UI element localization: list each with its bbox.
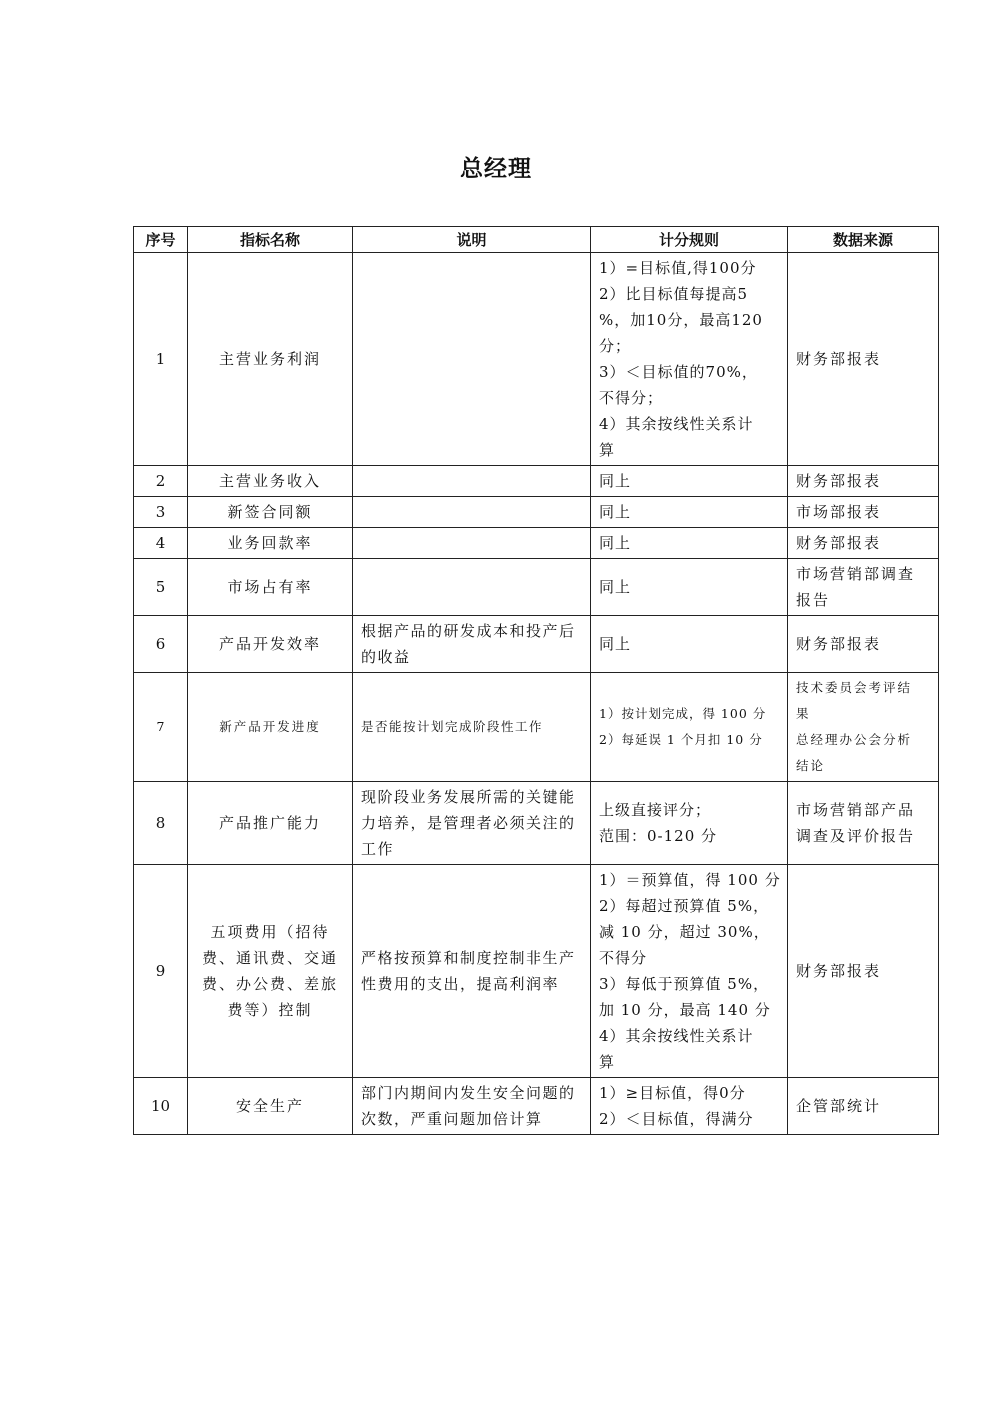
metric-description <box>353 559 591 616</box>
table-row <box>134 559 939 616</box>
row-number: 8 <box>134 782 188 865</box>
metric-description: 根据产品的研发成本和投产后的收益 <box>353 616 591 673</box>
data-source <box>788 466 939 497</box>
scoring-rule <box>591 253 788 466</box>
data-source-line: 技术委员会考评结 <box>796 680 913 695</box>
data-source <box>788 616 939 673</box>
data-source-line: 企管部统计 <box>796 1097 882 1115</box>
scoring-rule <box>591 528 788 559</box>
scoring-rule-line: 3）每低于预算值 5%， <box>599 975 770 993</box>
scoring-rule <box>591 616 788 673</box>
data-source <box>788 559 939 616</box>
scoring-rule-line: 减 10 分，超过 30%， <box>599 923 770 941</box>
data-source-line: 调查及评价报告 <box>796 827 916 845</box>
scoring-rule-line: 同上 <box>599 472 632 490</box>
data-source <box>788 497 939 528</box>
data-source-line: 市场营销部产品 <box>796 801 916 819</box>
page-title: 总经理 <box>460 156 532 182</box>
scoring-rule-line: 1）=目标值,得100分 <box>599 259 757 277</box>
metric-name: 业务回款率 <box>188 528 353 559</box>
scoring-rule-line: 1）＝预算值，得 100 分 <box>599 871 781 889</box>
scoring-rule-line: 加 10 分，最高 140 分 <box>599 1001 771 1019</box>
data-source <box>788 673 939 782</box>
data-source-line: 财务部报表 <box>796 534 882 552</box>
scoring-rule <box>591 497 788 528</box>
header-num: 序号 <box>134 227 188 253</box>
header-desc: 说明 <box>353 227 591 253</box>
data-source-line: 财务部报表 <box>796 350 882 368</box>
data-source-line: 市场部报表 <box>796 503 882 521</box>
kpi-table <box>133 226 939 1135</box>
header-name: 指标名称 <box>188 227 353 253</box>
data-source-line: 报告 <box>796 591 831 609</box>
data-source <box>788 528 939 559</box>
metric-name: 新签合同额 <box>188 497 353 528</box>
table-row <box>134 1078 939 1135</box>
table-row <box>134 253 939 466</box>
data-source-line: 市场营销部调查 <box>796 565 916 583</box>
table-row <box>134 528 939 559</box>
data-source <box>788 782 939 865</box>
metric-description: 现阶段业务发展所需的关键能力培养，是管理者必须关注的工作 <box>353 782 591 865</box>
metric-name: 市场占有率 <box>188 559 353 616</box>
metric-description <box>353 497 591 528</box>
row-number: 2 <box>134 466 188 497</box>
scoring-rule <box>591 559 788 616</box>
metric-name: 产品推广能力 <box>188 782 353 865</box>
data-source-line: 财务部报表 <box>796 635 882 653</box>
metric-description <box>353 528 591 559</box>
scoring-rule-line: 分； <box>599 337 632 355</box>
metric-name: 主营业务利润 <box>188 253 353 466</box>
scoring-rule-line: 2）比目标值每提高5 <box>599 285 749 303</box>
row-number: 6 <box>134 616 188 673</box>
scoring-rule-line: 不得分 <box>599 949 648 967</box>
scoring-rule-line: 1）≥目标值，得0分 <box>599 1084 746 1102</box>
metric-description: 严格按预算和制度控制非生产性费用的支出，提高利润率 <box>353 865 591 1078</box>
scoring-rule-line: 算 <box>599 1053 616 1071</box>
scoring-rule <box>591 865 788 1078</box>
data-source-line: 果 <box>796 706 811 721</box>
row-number: 5 <box>134 559 188 616</box>
scoring-rule-line: 3）＜目标值的70%， <box>599 363 758 381</box>
metric-name: 五项费用（招待费、通讯费、交通费、办公费、差旅费等）控制 <box>188 865 353 1078</box>
scoring-rule-line: 4）其余按线性关系计 <box>599 415 754 433</box>
row-number: 7 <box>134 673 188 782</box>
data-source-line: 结论 <box>796 758 826 773</box>
scoring-rule-line: 同上 <box>599 534 632 552</box>
scoring-rule-line: 不得分； <box>599 389 664 407</box>
scoring-rule-line: 同上 <box>599 578 632 596</box>
metric-description <box>353 253 591 466</box>
metric-name: 产品开发效率 <box>188 616 353 673</box>
row-number: 1 <box>134 253 188 466</box>
scoring-rule-line: 上级直接评分； <box>599 801 712 819</box>
row-number: 3 <box>134 497 188 528</box>
scoring-rule-line: %，加10分，最高120 <box>599 311 763 329</box>
scoring-rule-line: 2）＜目标值，得满分 <box>599 1110 754 1128</box>
metric-name: 主营业务收入 <box>188 466 353 497</box>
scoring-rule-line: 1）按计划完成，得 100 分 <box>599 706 767 721</box>
metric-name: 新产品开发进度 <box>188 673 353 782</box>
row-number: 4 <box>134 528 188 559</box>
table-row <box>134 466 939 497</box>
row-number: 10 <box>134 1078 188 1135</box>
header-source: 数据来源 <box>788 227 939 253</box>
table-row <box>134 782 939 865</box>
table-row <box>134 865 939 1078</box>
scoring-rule-line: 4）其余按线性关系计 <box>599 1027 754 1045</box>
data-source <box>788 253 939 466</box>
data-source <box>788 1078 939 1135</box>
scoring-rule-line: 2）每超过预算值 5%， <box>599 897 770 915</box>
scoring-rule-line: 同上 <box>599 635 632 653</box>
table-row <box>134 497 939 528</box>
header-rule: 计分规则 <box>591 227 788 253</box>
table-row <box>134 673 939 782</box>
row-number: 9 <box>134 865 188 1078</box>
data-source-line: 财务部报表 <box>796 472 882 490</box>
metric-description: 是否能按计划完成阶段性工作 <box>353 673 591 782</box>
scoring-rule-line: 2）每延误 1 个月扣 10 分 <box>599 732 763 747</box>
scoring-rule <box>591 673 788 782</box>
data-source <box>788 865 939 1078</box>
metric-description <box>353 466 591 497</box>
scoring-rule <box>591 1078 788 1135</box>
metric-description: 部门内期间内发生安全问题的次数，严重问题加倍计算 <box>353 1078 591 1135</box>
scoring-rule-line: 算 <box>599 441 616 459</box>
table-header-row <box>134 227 939 253</box>
scoring-rule-line: 同上 <box>599 503 632 521</box>
table-row <box>134 616 939 673</box>
scoring-rule-line: 范围：0-120 分 <box>599 827 718 845</box>
scoring-rule <box>591 466 788 497</box>
data-source-line: 财务部报表 <box>796 962 882 980</box>
metric-name: 安全生产 <box>188 1078 353 1135</box>
data-source-line: 总经理办公会分析 <box>796 732 913 747</box>
scoring-rule <box>591 782 788 865</box>
